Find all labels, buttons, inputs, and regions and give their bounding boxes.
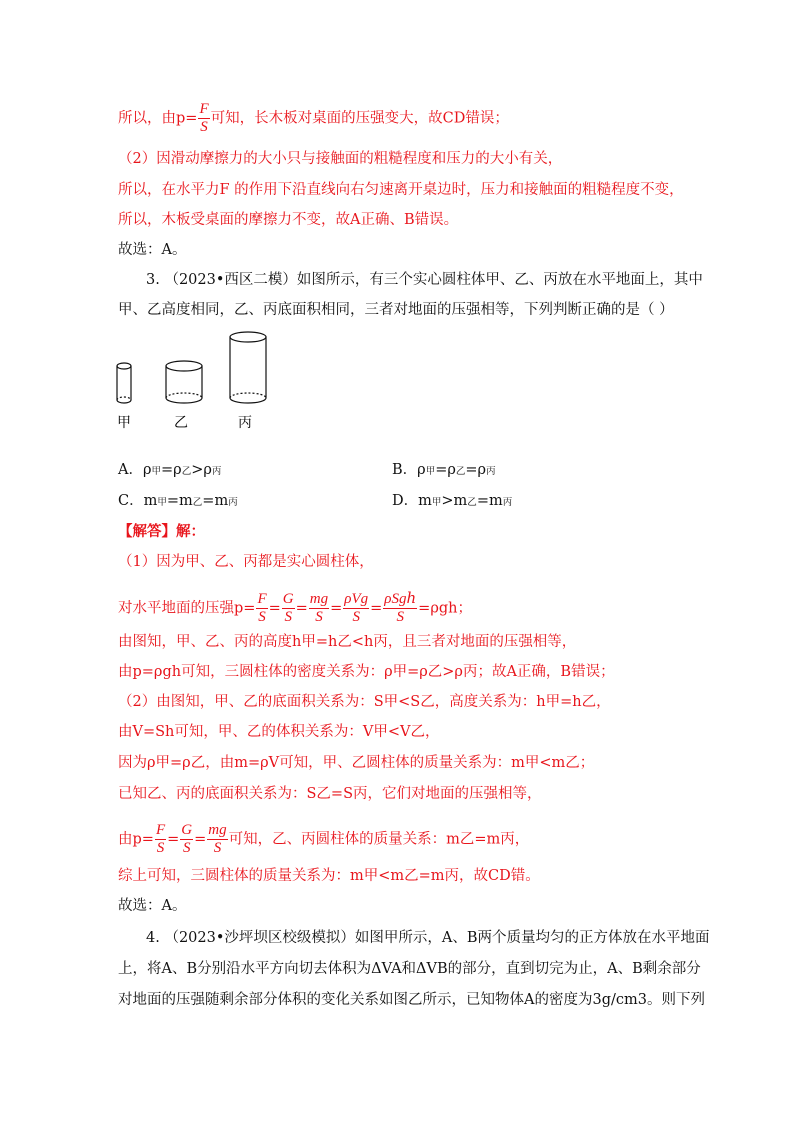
option-d[interactable] [392, 491, 512, 513]
option-c[interactable] [118, 491, 238, 513]
opt-sub: 乙 [455, 466, 466, 477]
cylinders-drawing [108, 330, 308, 440]
choose-answer-1: 故选：A。 [118, 242, 187, 258]
fraction [198, 101, 209, 136]
opt-sub: 丙 [486, 466, 496, 477]
opt-sub: 丙 [502, 497, 513, 508]
denominator: S [213, 840, 222, 856]
opt-text: >m [441, 493, 468, 509]
opt-sub: 丙 [228, 497, 238, 508]
opt-text: =ρ [435, 462, 456, 478]
solution-line-pressure [118, 101, 509, 136]
answer-line-7: 因为ρ甲=ρ乙，由m=ρV可知，甲、乙圆柱体的质量关系为：m甲<m乙； [118, 755, 595, 771]
answer-line-6: 由V=Sh可知，甲、乙的体积关系为：V甲<V乙， [118, 724, 440, 740]
answer-heading: 【解答】解： [118, 523, 205, 540]
fraction [343, 591, 369, 626]
denominator: S [284, 609, 292, 625]
opt-sub: 乙 [192, 497, 203, 508]
opt-text: A．ρ [118, 462, 152, 478]
numerator: ρVg [344, 591, 369, 607]
text: 可知，乙、丙圆柱体的质量关系：m乙=m丙， [228, 831, 530, 848]
label-bing: 丙 [238, 415, 252, 431]
cylinders-figure [108, 330, 308, 444]
question-4-line-2: 上，将A、B分别沿水平方向切去体积为ΔVA和ΔVB的部分，直到切完为止，A、B剩余部分 [118, 961, 701, 977]
opt-sub: 甲 [425, 466, 436, 477]
opt-text: =m [166, 493, 193, 509]
numerator: G [181, 822, 193, 838]
opt-text: C．m [118, 493, 158, 509]
option-b[interactable] [392, 460, 496, 482]
opt-sub: 甲 [157, 497, 167, 508]
denominator: S [352, 609, 360, 625]
opt-text: =ρ [465, 462, 487, 478]
question-3-line-2: 甲、乙高度相同，乙、丙底面积相同，三者对地面的压强相等，下列判断正确的是（ ） [118, 302, 674, 318]
answer-line-5: （2）由图知，甲、乙的底面积关系为：S甲<S乙，高度关系为：h甲=h乙， [118, 694, 611, 710]
text: 所以，由p= [118, 110, 198, 127]
numerator: F [257, 591, 267, 607]
question-4-line-3: 对地面的压强随剩余部分体积的变化关系如图乙所示，已知物体A的密度为3g/cm3。则下列 [118, 992, 705, 1008]
opt-sub: 乙 [467, 497, 477, 508]
answer-line-3: 由图知，甲、乙、丙的高度h甲=h乙<h丙，且三者对地面的压强相等， [118, 634, 577, 650]
numerator: G [282, 591, 294, 607]
denominator: S [156, 840, 165, 856]
fraction [180, 822, 193, 857]
cylinder-jia [117, 363, 131, 403]
opt-sub: 乙 [181, 466, 192, 477]
fraction [309, 591, 329, 626]
opt-text: >ρ [191, 462, 212, 478]
fraction [155, 822, 166, 857]
opt-text: =ρ [161, 462, 182, 478]
fraction [256, 591, 267, 626]
label-yi: 乙 [174, 415, 188, 431]
text: 可知，长木板对桌面的压强变大，故CD错误； [210, 110, 509, 127]
denominator: S [200, 119, 208, 135]
text: =ρgh； [418, 600, 472, 617]
label-jia: 甲 [117, 415, 131, 431]
solution-line-4: 所以，木板受桌面的摩擦力不变，故A正确、B错误。 [118, 212, 459, 228]
denominator: S [258, 609, 266, 625]
solution-line-3: 所以，在水平力F 的作用下沿直线向右匀速离开桌边时，压力和接触面的粗糙程度不变， [118, 182, 684, 198]
opt-sub: 丙 [211, 466, 222, 477]
fraction [282, 591, 295, 626]
answer-line-pressure-formula: 对水平地面的压强p= $\frac{F}{S}$ = $\frac{G}{S}$ = $\frac{mg}{S}$ = $\frac{\text{ρVg}}{S}$ = $\frac{\text{ρSgℎ}}{S}$ =ρgh； [118, 591, 472, 625]
denominator: S [396, 609, 404, 625]
opt-sub: 甲 [431, 497, 442, 508]
opt-sub: 甲 [151, 466, 162, 477]
choose-answer-2: 故选：A。 [118, 898, 187, 914]
question-4-line-1: 4. （2023•沙坪坝区校级模拟）如图甲所示，A、B两个质量均匀的正方体放在水平地面 [146, 930, 710, 946]
fraction [383, 591, 417, 626]
answer-line-1: （1）因为甲、乙、丙都是实心圆柱体， [118, 554, 374, 570]
solution-line-2: （2）因滑动摩擦力的大小只与接触面的粗糙程度和压力的大小有关， [118, 151, 563, 167]
numerator: F [199, 101, 209, 117]
opt-text: B．ρ [392, 462, 426, 478]
denominator: S [315, 609, 323, 625]
text: 对水平地面的压强p= [118, 600, 256, 617]
answer-line-10: 综上可知，三圆柱体的质量关系为：m甲<m乙=m丙，故CD错。 [118, 868, 540, 884]
fraction [207, 822, 227, 857]
cylinder-yi [166, 361, 202, 403]
answer-line-mass-formula: 由p= $\frac{F}{S}$ = $\frac{G}{S}$ = $\frac{mg}{S}$ 可知，乙、丙圆柱体的质量关系：m乙=m丙， [118, 822, 530, 856]
numerator: mg [309, 591, 329, 607]
numerator: F [155, 822, 166, 838]
cylinder-bing [230, 332, 266, 403]
answer-line-8: 已知乙、丙的底面积关系为：S乙=S丙，它们对地面的压强相等， [118, 786, 542, 802]
opt-text: D．m [392, 493, 432, 509]
text: 由p= [118, 831, 154, 848]
numerator: mg [208, 822, 227, 838]
opt-text: =m [202, 493, 229, 509]
question-3-line-1: 3. （2023•西区二模）如图所示，有三个实心圆柱体甲、乙、丙放在水平地面上，其中 [146, 272, 703, 288]
opt-text: =m [476, 493, 503, 509]
option-a[interactable] [118, 460, 221, 482]
denominator: S [182, 840, 191, 856]
numerator: ρSgℎ [384, 591, 417, 607]
answer-line-4: 由p=ρgh可知，三圆柱体的密度关系为：ρ甲=ρ乙>ρ丙；故A正确，B错误； [118, 664, 615, 680]
